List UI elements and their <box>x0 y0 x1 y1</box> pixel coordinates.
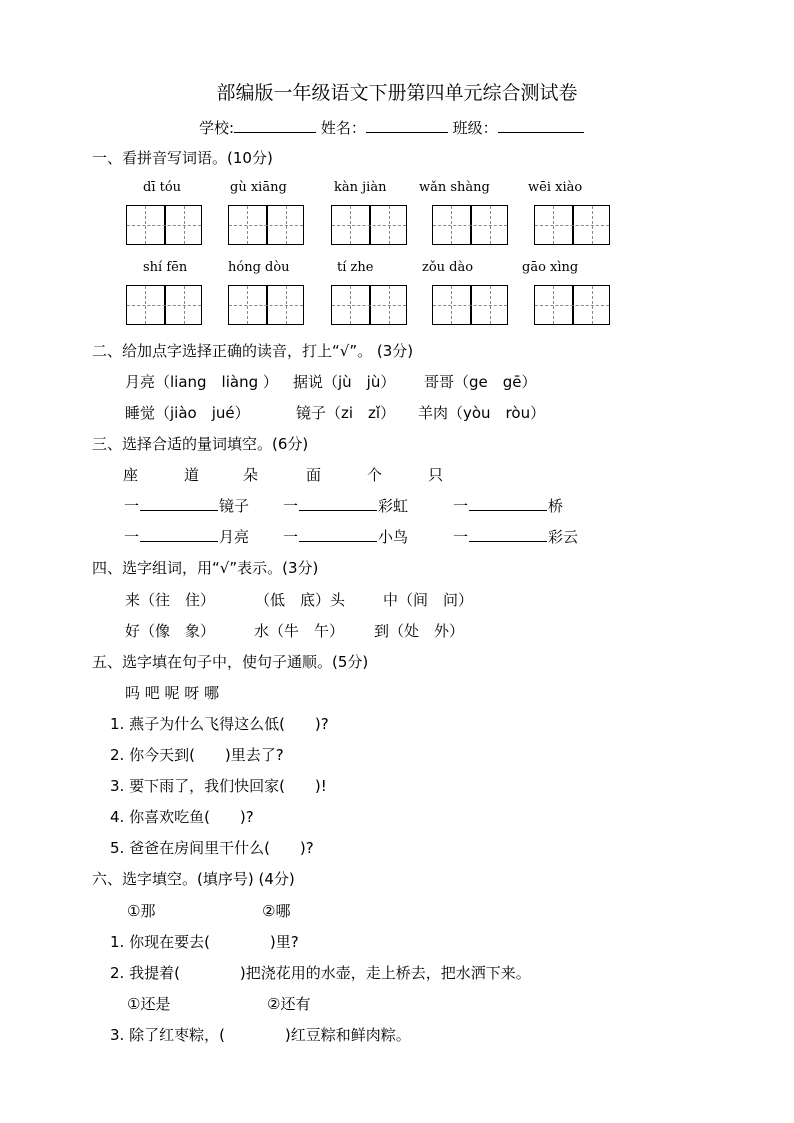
school-label: 学校: <box>199 119 235 137</box>
writing-grid[interactable] <box>534 285 610 325</box>
writing-grid[interactable] <box>432 285 508 325</box>
fill-item: 一 镜子 <box>124 497 250 515</box>
measure-word: 个 <box>367 466 383 484</box>
particle-options: 吗 吧 呢 呀 哪 <box>125 684 220 702</box>
measure-word: 只 <box>428 466 444 484</box>
sentence-item[interactable]: 4. 你喜欢吃鱼( )? <box>110 808 254 826</box>
choice-option: ①还是 <box>127 995 171 1013</box>
sentence-item[interactable]: 5. 爸爸在房间里干什么( )? <box>110 839 314 857</box>
answer-blank[interactable] <box>299 496 377 511</box>
pinyin-2: gù xiāng <box>230 180 287 195</box>
reading-option[interactable]: 睡觉（jiào jué） <box>125 404 250 422</box>
pinyin-5: wēi xiào <box>528 180 583 195</box>
fill-item: 一 月亮 <box>124 528 250 546</box>
word-choice[interactable]: 中（间 问） <box>383 591 474 609</box>
word-choice[interactable]: （低 底）头 <box>255 591 346 609</box>
reading-option[interactable]: 哥哥（ge gē） <box>424 373 537 391</box>
word-choice[interactable]: 好（像 象） <box>125 622 216 640</box>
writing-grid[interactable] <box>126 205 202 245</box>
class-blank[interactable] <box>498 118 584 133</box>
pinyin-10: gāo xìng <box>522 260 579 275</box>
name-label: 姓名： <box>320 119 366 137</box>
writing-grid[interactable] <box>331 285 407 325</box>
sentence-item[interactable]: 2. 你今天到( )里去了? <box>110 746 284 764</box>
fill-item: 一 小鸟 <box>283 528 409 546</box>
page-title: 部编版一年级语文下册第四单元综合测试卷 <box>216 82 578 104</box>
pinyin-9: zǒu dào <box>422 260 474 275</box>
sentence-item[interactable]: 2. 我提着( )把浇花用的水壶，走上桥去，把水洒下来。 <box>110 964 531 982</box>
choice-option: ②哪 <box>262 902 291 920</box>
school-blank[interactable] <box>234 118 316 133</box>
reading-option[interactable]: 月亮（liang liàng ） <box>125 373 278 391</box>
writing-grid[interactable] <box>432 205 508 245</box>
fill-item: 一 桥 <box>453 497 564 515</box>
pinyin-8: tí zhe <box>337 260 374 275</box>
section-2-heading: 二、给加点字选择正确的读音，打上“√”。 (3分) <box>92 342 414 360</box>
sentence-item[interactable]: 3. 要下雨了，我们快回家( )! <box>110 777 327 795</box>
choice-option: ②还有 <box>267 995 311 1013</box>
reading-option[interactable]: 羊肉（yòu ròu） <box>418 404 546 422</box>
word-choice[interactable]: 来（往 住） <box>125 591 216 609</box>
measure-word: 朵 <box>243 466 259 484</box>
section-4-heading: 四、选字组词，用“√”表示。(3分) <box>92 559 319 577</box>
reading-option[interactable]: 镜子（zi zǐ） <box>296 404 396 422</box>
answer-blank[interactable] <box>299 527 377 542</box>
answer-blank[interactable] <box>469 527 547 542</box>
reading-option[interactable]: 据说（jù jù） <box>293 373 396 391</box>
measure-word: 道 <box>184 466 200 484</box>
class-label: 班级： <box>452 119 498 137</box>
section-1-heading: 一、看拼音写词语。(10分) <box>92 149 273 167</box>
sentence-item[interactable]: 3. 除了红枣粽，( )红豆粽和鲜肉粽。 <box>110 1026 411 1044</box>
measure-word: 面 <box>306 466 322 484</box>
answer-blank[interactable] <box>469 496 547 511</box>
section-5-heading: 五、选字填在句子中，使句子通顺。(5分) <box>92 653 369 671</box>
name-blank[interactable] <box>366 118 448 133</box>
writing-grid[interactable] <box>228 285 304 325</box>
pinyin-1: dī tóu <box>143 180 182 195</box>
writing-grid[interactable] <box>331 205 407 245</box>
writing-grid[interactable] <box>534 205 610 245</box>
section-6-heading: 六、选字填空。(填序号) (4分) <box>92 870 295 888</box>
pinyin-3: kàn jiàn <box>334 180 387 195</box>
word-choice[interactable]: 到（处 外） <box>374 622 465 640</box>
choice-option: ①那 <box>127 902 156 920</box>
writing-grid[interactable] <box>228 205 304 245</box>
sentence-item[interactable]: 1. 你现在要去( )里? <box>110 933 299 951</box>
writing-grid[interactable] <box>126 285 202 325</box>
sentence-item[interactable]: 1. 燕子为什么飞得这么低( )? <box>110 715 329 733</box>
pinyin-7: hóng dòu <box>228 260 290 275</box>
section-3-heading: 三、选择合适的量词填空。(6分) <box>92 435 309 453</box>
answer-blank[interactable] <box>140 496 218 511</box>
fill-item: 一 彩云 <box>453 528 579 546</box>
measure-word: 座 <box>123 466 139 484</box>
pinyin-4: wǎn shàng <box>419 180 490 195</box>
student-info-line <box>199 117 584 138</box>
answer-blank[interactable] <box>140 527 218 542</box>
word-choice[interactable]: 水（牛 午） <box>254 622 345 640</box>
pinyin-6: shí fēn <box>143 260 188 275</box>
fill-item: 一 彩虹 <box>283 497 409 515</box>
